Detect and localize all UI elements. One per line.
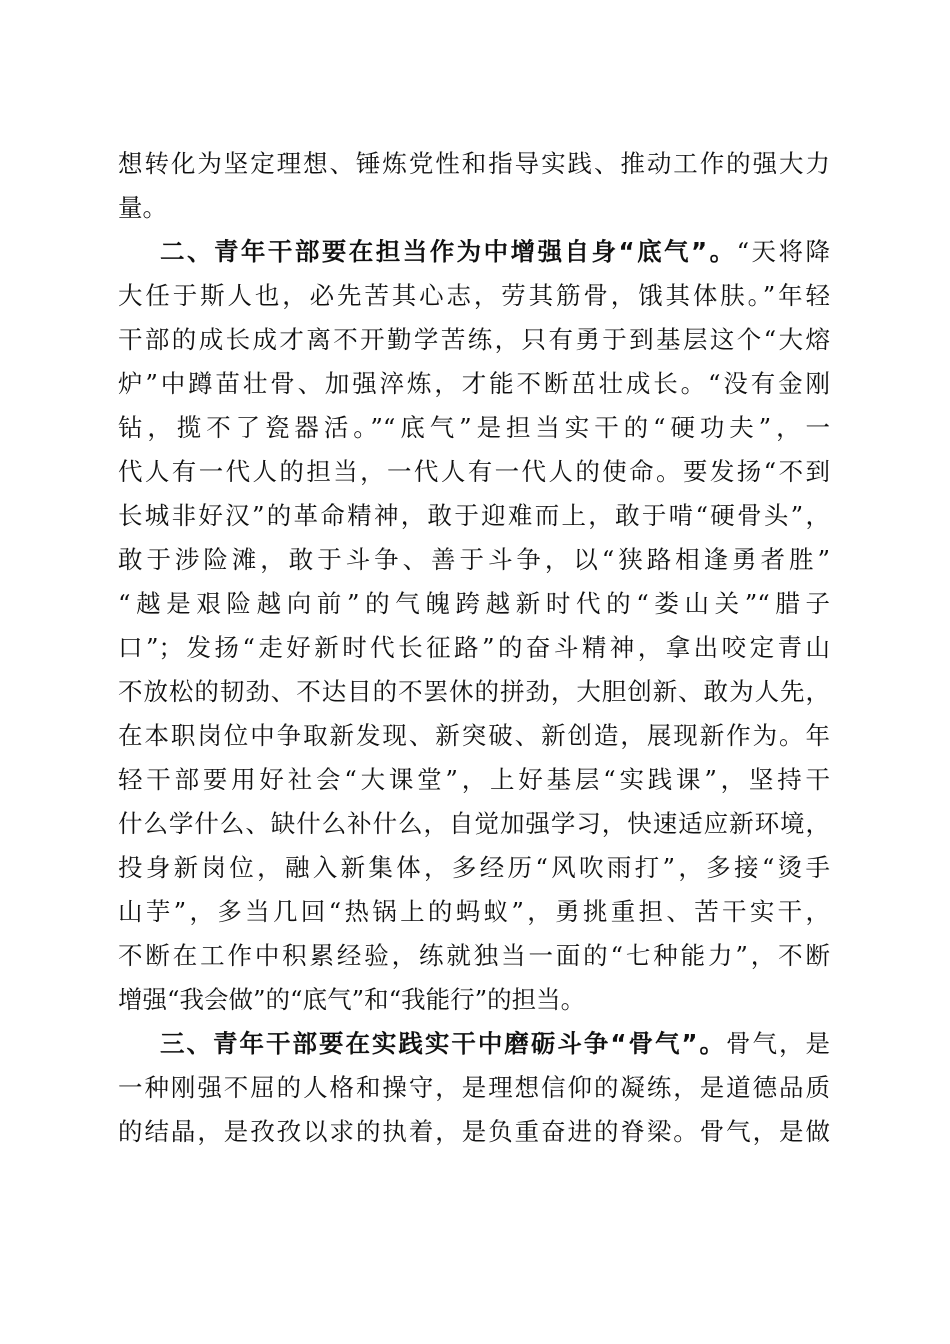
- p2-line-8: “越是艰险越向前”的气魄跨越新时代的“娄山关”“腊子: [118, 589, 830, 618]
- p2-line-17: 增强“我会做”的“底气”和“我能行”的担当。: [118, 985, 586, 1014]
- p2-line-16: 不断在工作中积累经验，练就独当一面的“七种能力”，不断: [118, 941, 830, 970]
- p2-line-11: 在本职岗位中争取新发现、新突破、新创造，展现新作为。年: [118, 721, 830, 750]
- p2-line-14: 投身新岗位，融入新集体，多经历“风吹雨打”，多接“烫手: [118, 853, 830, 882]
- p2-first-line-rest: “天将降: [736, 237, 830, 266]
- p3-line-2: 的结晶，是孜孜以求的执着，是负重奋进的脊梁。骨气，是做: [118, 1117, 830, 1146]
- p2-line-6: 长城非好汉”的革命精神，敢于迎难而上，敢于啃“硬骨头”，: [118, 501, 830, 530]
- p2-line-9: 口”；发扬“走好新时代长征路”的奋斗精神，拿出咬定青山: [118, 633, 830, 662]
- p2-line-5: 代人有一代人的担当，一代人有一代人的使命。要发扬“不到: [118, 457, 830, 486]
- p2-line-13: 什么学什么、缺什么补什么，自觉加强学习，快速适应新环境，: [118, 809, 830, 838]
- p2-line-12: 轻干部要用好社会“大课堂”，上好基层“实践课”，坚持干: [118, 765, 830, 794]
- section-3-heading: 三、青年干部要在实践实干中磨砺斗争“骨气”。: [160, 1029, 727, 1058]
- p2-line-10: 不放松的韧劲、不达目的不罢休的拼劲，大胆创新、敢为人先，: [118, 677, 830, 706]
- p2-line-4: 钻，揽不了瓷器活。”“底气”是担当实干的“硬功夫”，一: [118, 413, 830, 442]
- p2-line-2: 干部的成长成才离不开勤学苦练，只有勇于到基层这个“大熔: [118, 325, 830, 354]
- p3-first-line: [160, 1024, 830, 1064]
- p2-line-3: 炉”中蹲苗壮骨、加强淬炼，才能不断茁壮成长。“没有金刚: [118, 369, 830, 398]
- p2-line-1: 大任于斯人也，必先苦其心志，劳其筋骨，饿其体肤。”年轻: [118, 281, 830, 310]
- p2-line-7: 敢于涉险滩，敢于斗争、善于斗争，以“狭路相逢勇者胜”: [118, 545, 830, 574]
- section-2-heading: 二、青年干部要在担当作为中增强自身“底气”。: [160, 237, 737, 266]
- p1-line-1: 想转化为坚定理想、锤炼党性和指导实践、推动工作的强大力: [118, 149, 830, 178]
- p3-line-1: 一种刚强不屈的人格和操守，是理想信仰的凝练，是道德品质: [118, 1073, 830, 1102]
- p2-line-15: 山芋”，多当几回“热锅上的蚂蚁”，勇挑重担、苦干实干，: [118, 897, 830, 926]
- p1-line-2: 量。: [118, 193, 167, 222]
- p2-first-line: [160, 232, 830, 272]
- p3-first-line-rest: 骨气，是: [726, 1029, 831, 1058]
